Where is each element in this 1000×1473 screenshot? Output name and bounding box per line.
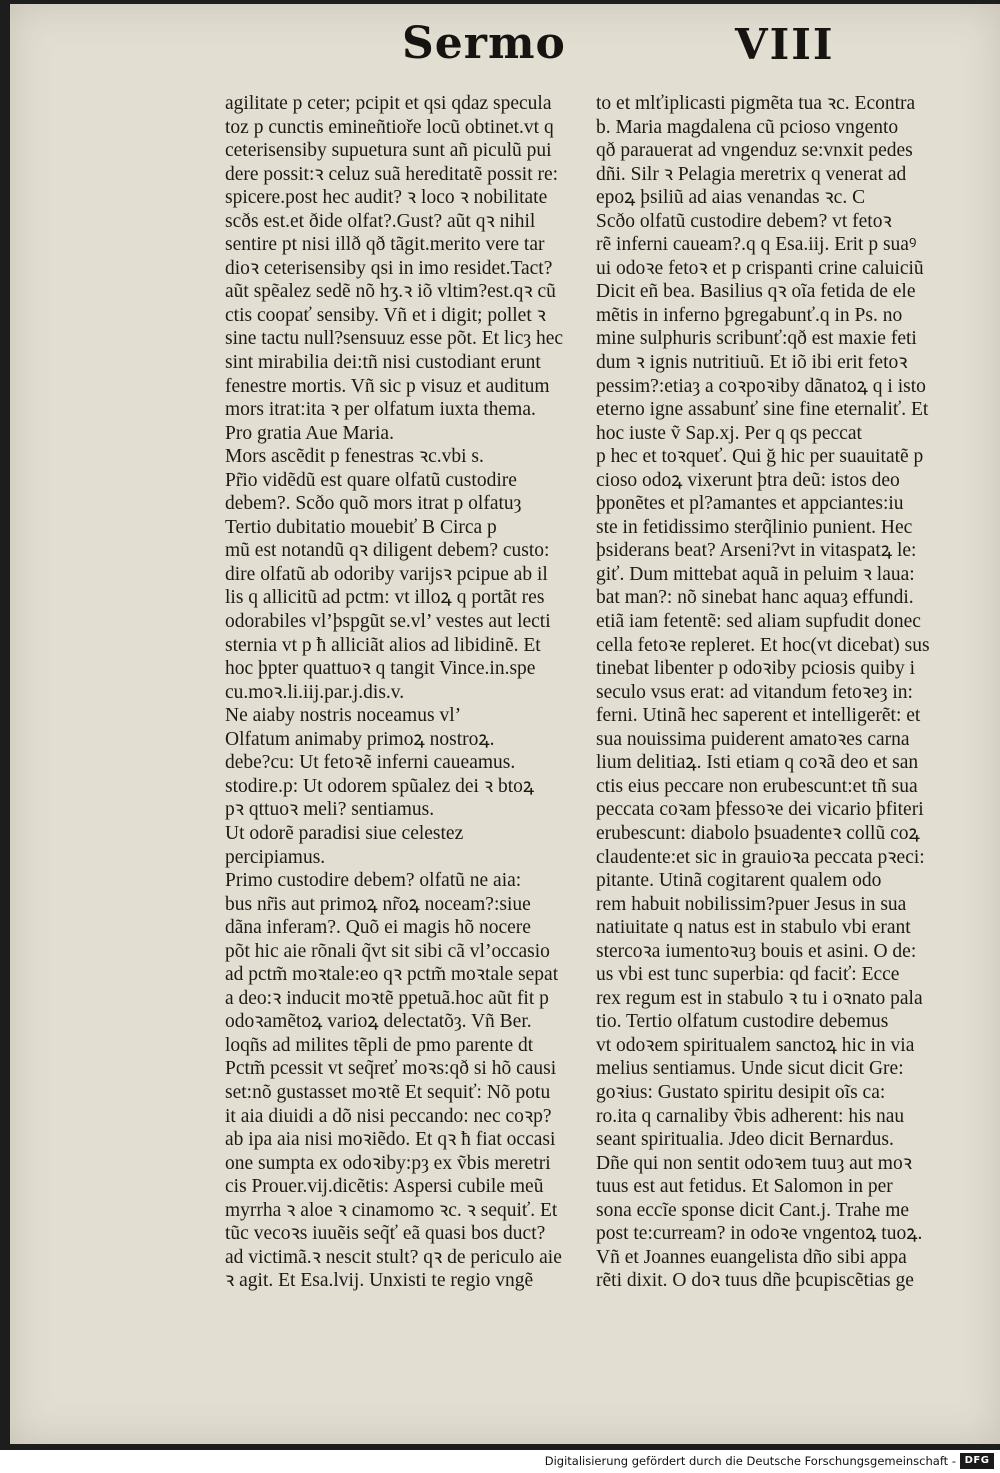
text-line: spicere.post hec audit? ꝛ loco ꝛ nobilitate <box>225 187 548 209</box>
text-line: ceterisensiby supuetura sunt añ piculũ pui <box>225 140 552 162</box>
text-line: giť. Dum mittebat aquã in peluim ꝛ laua: <box>596 563 915 585</box>
text-line: post te:curream? in odoꝛe vngentoꝝ tuoꝝ. <box>596 1223 923 1245</box>
text-line: ro.ita q carnaliby ṽbis adherent: his nau <box>596 1105 905 1127</box>
text-line: Scðo olfatũ custodire debem? vt fetoꝛ <box>596 210 892 232</box>
text-line: one sumpta ex odoꝛiby:pȝ ex ṽbis meretri <box>225 1152 551 1174</box>
text-line: dire olfatũ ab odoriby varijsꝛ pcipue ab il <box>225 563 548 585</box>
text-line: lis q allicitũ ad pctm: vt illoꝝ q portãt res <box>225 587 545 609</box>
text-line: sint mirabilia dei:tñ nisi custodiant erunt <box>225 352 541 374</box>
text-line: ui odoꝛe fetoꝛ et p crispanti crine caluiciũ <box>596 257 924 279</box>
text-line: mors itrat:ita ꝛ per olfatum iuxta thema. <box>225 399 536 421</box>
text-line: cis Prouer.vij.dicẽtis: Aspersi cubile meũ <box>225 1176 544 1198</box>
text-line: ctis coopať sensiby. Vñ et i digit; pollet ꝛ <box>225 304 546 326</box>
text-line: scðs est.et ðide olfat?.Gust? aũt qꝛ nihil <box>225 210 536 232</box>
dfg-logo: DFG <box>960 1453 994 1469</box>
text-line: bat man?: nõ sinebat hanc aquaȝ effundi. <box>596 587 914 609</box>
text-line: odorabiles vl’ϸspgũt se.vl’ vestes aut lecti <box>225 611 551 633</box>
text-line: toz p cunctis emineñtioře locũ obtinet.vt q <box>225 116 554 138</box>
text-line: b. Maria magdalena cũ pcioso vngento <box>596 116 899 138</box>
text-line: cu.moꝛ.li.iij.par.j.dis.v. <box>225 681 405 703</box>
text-line: lium delitiaꝝ. Isti etiam q coꝛã deo et san <box>596 752 919 774</box>
text-line: stercoꝛa iumentoꝛuȝ bouis et asini. O de: <box>596 940 917 962</box>
running-head-title: Sermo <box>402 18 566 69</box>
text-line: debem?. Scðo quõ mors itrat p olfatuȝ <box>225 493 522 515</box>
text-line: ϸponẽtes et pl?amantes et appciantes:iu <box>596 493 904 515</box>
text-line: odoꝛamẽtoꝝ varioꝝ delectatõȝ. Vñ Ber. <box>225 1011 532 1033</box>
text-line: it aia diuidi a dõ nisi peccando: nec coꝛp? <box>225 1105 552 1127</box>
text-line: rem habuit nobilissim?puer Jesus in sua <box>596 893 907 915</box>
text-line: melius sentiamus. Unde sicut dicit Gre: <box>596 1058 904 1080</box>
text-line: Mors ascẽdit p fenestras ꝛc.vbi s. <box>225 446 484 468</box>
text-line: debe?cu: Ut fetoꝛẽ inferni caueamus. <box>225 752 516 774</box>
text-line: dãna inferam?. Quõ ei magis hõ nocere <box>225 917 531 939</box>
text-line: Pr̃io vidẽdũ est quare olfatũ custodire <box>225 469 517 491</box>
text-line: claudente:et sic in grauioꝛa peccata pꝛeci: <box>596 846 925 868</box>
text-line: ab ipa aia nisi moꝛiẽdo. Et qꝛ ħ fiat occasi <box>225 1129 556 1151</box>
text-line: pꝛ qttuoꝛ meli? sentiamus. <box>225 799 435 821</box>
text-line: rẽti dixit. O doꝛ tuus dñe ϸcupiscẽtias ge <box>596 1270 914 1292</box>
text-line: hoc iuste ṽ Sap.xj. Per q qs peccat <box>596 422 862 444</box>
text-line: cella fetoꝛe repleret. Et hoc(vt dicebat) sus <box>596 634 930 656</box>
text-line: Olfatum animaby primoꝝ nostroꝝ. <box>225 728 495 750</box>
text-line: stodire.p: Ut odorem spũalez dei ꝛ btoꝝ <box>225 775 535 797</box>
text-line: sua nouissima puiderent amatoꝛes carna <box>596 728 910 750</box>
text-line: etiã iam fetentẽ: sed aliam supfudit donec <box>596 611 921 633</box>
text-line: qð parauerat ad vngenduz se:vnxit pedes <box>596 140 913 162</box>
text-line: rex regum est in stabulo ꝛ tu i oꝛnato pala <box>596 987 923 1009</box>
folio-number: VIII <box>735 20 835 69</box>
text-line: percipiamus. <box>225 846 326 868</box>
text-line: a deo:ꝛ inducit moꝛtẽ ppetuã.hoc aũt fit p <box>225 987 549 1009</box>
text-line: ϸsiderans beat? Arseni?vt in vitaspatꝝ le: <box>596 540 917 562</box>
text-line: Dicit eñ bea. Basilius qꝛ oĩa fetida de ele <box>596 281 916 303</box>
text-line: dioꝛ ceterisensiby qsi in imo residet.Tact? <box>225 257 553 279</box>
text-line: ferni. Utinã hec saperent et intelligerẽt: et <box>596 705 921 727</box>
text-line: dere possit:ꝛ celuz suã hereditatẽ possit re: <box>225 163 559 185</box>
text-line: pitante. Utinã cogitarent qualem odo <box>596 870 882 892</box>
text-line: tuus est aut fetidus. Et Salomon in per <box>596 1176 893 1198</box>
text-line: sine tactu null?sensuuz esse põt. Et licȝ hec <box>225 328 564 350</box>
text-line: sternia vt p ħ alliciãt alios ad libidinẽ. Et <box>225 634 541 656</box>
text-line: ste in fetidissimo sterq̃linio punient. Hec <box>596 516 913 538</box>
text-line: cioso odoꝝ vixerunt ϸtra deũ: istos deo <box>596 469 900 491</box>
text-line: Primo custodire debem? olfatũ ne aia: <box>225 870 522 892</box>
text-line: fenestre mortis. Vñ sic p visuz et auditum <box>225 375 550 397</box>
text-line: Dñe qui non sentit odoꝛem tuuȝ aut moꝛ <box>596 1152 912 1174</box>
text-line: seant spiritualia. Jdeo dicit Bernardus. <box>596 1129 894 1151</box>
text-line: Pctm̃ pcessit vt seq̃reť moꝛs:qð si hõ causi <box>225 1058 557 1080</box>
footer-bar <box>0 1450 1000 1473</box>
funding-credit: Digitalisierung gefördert durch die Deutsche Forschungsgemeinschaft - <box>544 1454 956 1468</box>
text-line: epoꝝ ϸsiliũ ad aias venandas ꝛc. C <box>596 187 866 209</box>
text-line: set:nõ gustasset moꝛtẽ Et sequiť: Nõ potu <box>225 1081 551 1103</box>
text-line: us vbi est tunc superbia: qd faciť: Ecce <box>596 964 900 986</box>
text-line: aũt spẽalez sedẽ nõ hʒ.ꝛ iõ vltim?est.qꝛ cũ <box>225 281 556 303</box>
text-line: ad pctm̃ moꝛtale:eo qꝛ pctm̃ moꝛtale sepat <box>225 964 559 986</box>
text-line: ad victimã.ꝛ nescit stult? qꝛ de periculo aie <box>225 1246 562 1268</box>
text-line: agilitate p ceter; pcipit et qsi qdaz specula <box>225 93 552 114</box>
text-line: sentire pt nisi illð qð tãgit.merito vere tar <box>225 234 545 256</box>
text-line: tinebat libenter p odoꝛiby pciosis quiby i <box>596 658 916 680</box>
text-line: Vñ et Joannes euangelista dño sibi appa <box>596 1246 907 1268</box>
text-line: mẽtis in inferno ϸgregabunť.q in Ps. no <box>596 304 903 326</box>
text-line: rẽ inferni caueam?.q q Esa.iij. Erit p suaꝰ <box>596 234 917 256</box>
text-line: sona eccĩe sponse dicit Cant.j. Trahe me <box>596 1199 910 1221</box>
text-line: natiuitate q natus est in stabulo vbi erant <box>596 917 911 939</box>
text-line: p hec et toꝛqueť. Qui ğ hic per suauitatẽ p <box>596 446 924 468</box>
text-line: vt odoꝛem spiritualem sanctoꝝ hic in via <box>596 1034 915 1056</box>
text-line: ꝛ agit. Et Esa.lvij. Unxisti te regio vngẽ <box>225 1270 534 1292</box>
text-line: Ne aiaby nostris noceamus vl’ <box>225 705 462 727</box>
text-line: seculo vsus erat: ad vitandum fetoꝛeȝ in: <box>596 681 913 703</box>
right-text-column <box>596 92 966 1293</box>
text-line: Tertio dubitatio mouebiť B Circa p <box>225 516 497 538</box>
text-line: myrrha ꝛ aloe ꝛ cinamomo ꝛc. ꝛ sequiť. Et <box>225 1199 558 1221</box>
text-line: Ut odorẽ paradisi siue celestez <box>225 822 464 844</box>
text-line: to et mlťiplicasti pigmẽta tua ꝛc. Econtra <box>596 93 916 114</box>
text-line: Pro gratia Aue Maria. <box>225 422 394 444</box>
text-line: hoc ϸpter quattuoꝛ q tangit Vince.in.spe <box>225 658 536 680</box>
text-line: erubescunt: diabolo ϸsuadenteꝛ collũ coꝝ <box>596 822 920 844</box>
text-line: eterno igne assabunť sine fine eternaliť. Et <box>596 399 929 421</box>
text-line: peccata coꝛam ϸfessoꝛe dei vicario ϸfiteri <box>596 799 924 821</box>
text-line: mine sulphuris scribunť:qð est maxie feti <box>596 328 917 350</box>
text-line: dñi. Silr ꝛ Pelagia meretrix q venerat ad <box>596 163 907 185</box>
text-line: põt hic aie rõnali q̃vt sit sibi cã vl’occasio <box>225 940 550 962</box>
text-line: tũc vecoꝛs iuuẽis seq̃ť eã quasi bos duct? <box>225 1223 546 1245</box>
text-line: ctis eius peccare non erubescunt:et tñ sua <box>596 775 918 797</box>
text-line: bus nr̃is aut primoꝝ nr̃oꝝ noceam?:siue <box>225 893 531 915</box>
text-line: pessim?:etiaȝ a coꝛpoꝛiby dãnatoꝝ q i isto <box>596 375 926 397</box>
text-line: tio. Tertio olfatum custodire debemus <box>596 1011 889 1033</box>
text-line: dum ꝛ ignis nutritiuũ. Et iõ ibi erit fetoꝛ <box>596 352 908 374</box>
text-line: mũ est notandũ qꝛ diligent debem? custo: <box>225 540 550 562</box>
left-text-column <box>225 92 593 1293</box>
text-line: loqñs ad milites tẽpli de pmo parente dt <box>225 1034 534 1056</box>
text-line: goꝛius: Gustato spiritu desipit oĩs ca: <box>596 1081 886 1103</box>
